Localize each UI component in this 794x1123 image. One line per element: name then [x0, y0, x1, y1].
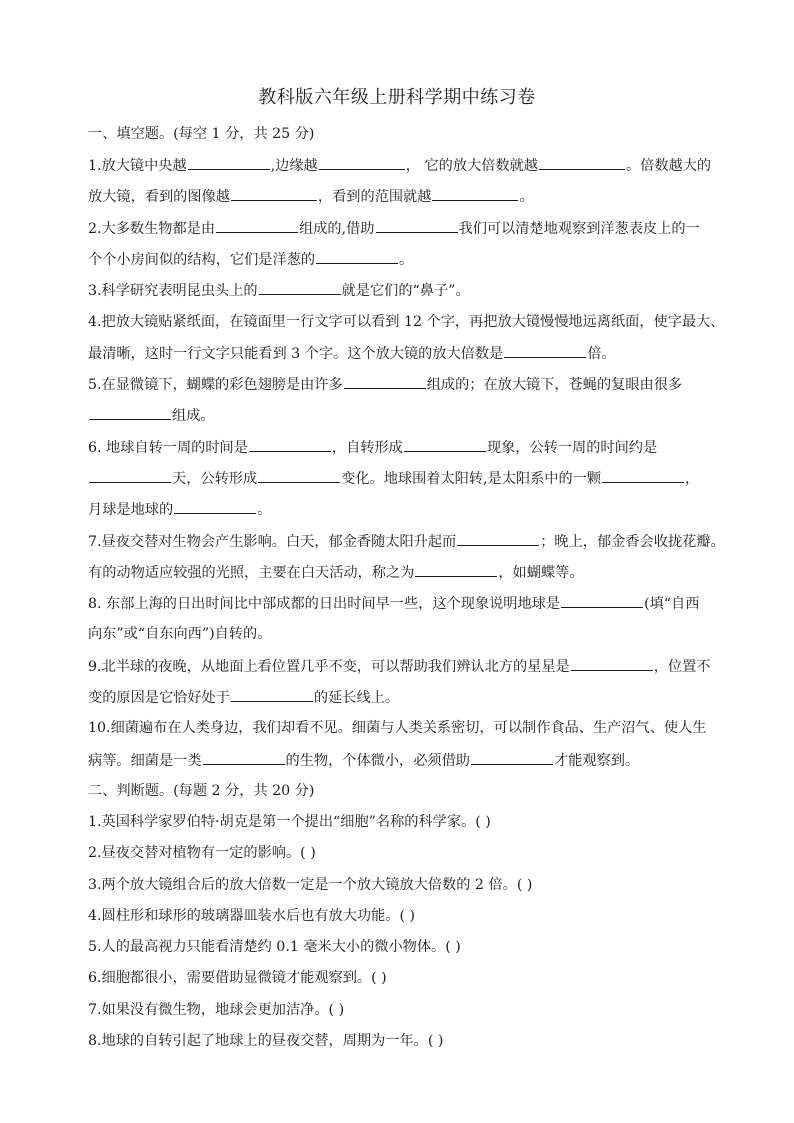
answer-blank[interactable] — [571, 656, 653, 671]
question-5-line-2: 组成。 — [88, 405, 728, 426]
question-2-line-2: 个个小房间似的结构，它们是洋葱的 。 — [88, 249, 728, 270]
answer-blank[interactable] — [404, 437, 486, 452]
answer-blank[interactable] — [89, 468, 171, 483]
answer-blank[interactable] — [504, 343, 586, 358]
judgment-item-5[interactable]: 5.人的最高视力只能看清楚约 0.1 毫米大小的微小物体。( ) — [88, 939, 461, 955]
question-7-line-1: 7.昼夜交替对生物会产生影响。白天，郁金香随太阳升起而 ；晚上，郁金香会收拢花瓣。 — [88, 531, 728, 552]
question-1-line-2: 放大镜，看到的图像越 ，看到的范围就越 。 — [88, 186, 728, 207]
answer-blank[interactable] — [188, 155, 270, 170]
answer-blank[interactable] — [457, 531, 539, 546]
answer-blank[interactable] — [471, 750, 553, 765]
page-title: 教科版六年级上册科学期中练习卷 — [258, 87, 536, 108]
answer-blank[interactable] — [319, 155, 405, 170]
answer-blank[interactable] — [415, 562, 497, 577]
question-2-line-1: 2.大多数生物都是由 组成的,借助 我们可以清楚地观察到洋葱表皮上的一 — [88, 218, 728, 239]
question-4-line-2: 最清晰，这时一行文字只能看到 3 个字。这个放大镜的放大倍数是 倍。 — [88, 343, 728, 364]
question-4-line-1: 4.把放大镜贴紧纸面，在镜面里一行文字可以看到 12 个字，再把放大镜慢慢地远离纸面，使字最大、 — [88, 314, 725, 330]
answer-blank[interactable] — [316, 249, 398, 264]
answer-blank[interactable] — [203, 750, 285, 765]
answer-blank[interactable] — [376, 218, 458, 233]
answer-blank[interactable] — [561, 593, 643, 608]
judgment-item-1[interactable]: 1.英国科学家罗伯特·胡克是第一个提出“细胞”名称的科学家。( ) — [88, 814, 491, 830]
answer-blank[interactable] — [231, 687, 313, 702]
judgment-item-3[interactable]: 3.两个放大镜组合后的放大倍数一定是一个放大镜放大倍数的 2 倍。( ) — [88, 877, 533, 893]
answer-blank[interactable] — [539, 155, 625, 170]
question-6-line-3: 月球是地球的 。 — [88, 499, 728, 520]
question-6-line-1: 6. 地球自转一周的时间是 ，自转形成 现象，公转一周的时间约是 — [88, 437, 728, 458]
answer-blank[interactable] — [89, 405, 171, 420]
question-6-line-2: 天，公转形成 变化。地球围着太阳转,是太阳系中的一颗 ， — [88, 468, 728, 489]
question-10-line-1: 10.细菌遍布在人类身边，我们却看不见。细菌与人类关系密切，可以制作食品、生产沼气、使人生 — [88, 720, 707, 736]
answer-blank[interactable] — [258, 468, 340, 483]
section-heading-fill-in: 一、填空题。(每空 1 分，共 25 分) — [88, 126, 315, 142]
judgment-item-4[interactable]: 4.圆柱形和球形的玻璃器皿装水后也有放大功能。( ) — [88, 908, 416, 924]
judgment-item-2[interactable]: 2.昼夜交替对植物有一定的影响。( ) — [88, 845, 316, 861]
question-1-line-1: 1.放大镜中央越 ,边缘越 ， 它的放大倍数就越 。倍数越大的 — [88, 155, 728, 176]
judgment-item-7[interactable]: 7.如果没有微生物，地球会更加洁净。( ) — [88, 1002, 345, 1018]
answer-blank[interactable] — [259, 280, 341, 295]
answer-blank[interactable] — [174, 499, 256, 514]
question-8-line-2: 向东”或“自东向西”)自转的。 — [88, 626, 272, 642]
question-7-line-2: 有的动物适应较强的光照，主要在白天活动，称之为 ，如蝴蝶等。 — [88, 562, 728, 583]
answer-blank[interactable] — [216, 218, 298, 233]
question-9-line-2: 变的原因是它恰好处于 的延长线上。 — [88, 687, 728, 708]
question-5-line-1: 5.在显微镜下，蝴蝶的彩色翅膀是由许多 组成的；在放大镜下，苍蝇的复眼由很多 — [88, 374, 728, 395]
section-heading-true-false: 二、判断题。(每题 2 分，共 20 分) — [88, 783, 315, 799]
question-10-line-2: 病等。细菌是一类 的生物，个体微小，必须借助 才能观察到。 — [88, 750, 728, 771]
judgment-item-8[interactable]: 8.地球的自转引起了地球上的昼夜交替，周期为一年。( ) — [88, 1033, 444, 1049]
answer-blank[interactable] — [231, 186, 317, 201]
answer-blank[interactable] — [602, 468, 684, 483]
question-9-line-1: 9.北半球的夜晚，从地面上看位置几乎不变，可以帮助我们辨认北方的星星是 ，位置不 — [88, 656, 728, 677]
answer-blank[interactable] — [344, 374, 426, 389]
question-3: 3.科学研究表明昆虫头上的 就是它们的“鼻子”。 — [88, 280, 728, 301]
answer-blank[interactable] — [249, 437, 331, 452]
judgment-item-6[interactable]: 6.细胞都很小，需要借助显微镜才能观察到。( ) — [88, 970, 387, 986]
answer-blank[interactable] — [432, 186, 518, 201]
question-8-line-1: 8. 东部上海的日出时间比中部成都的日出时间早一些，这个现象说明地球是 (填“自西 — [88, 593, 728, 614]
